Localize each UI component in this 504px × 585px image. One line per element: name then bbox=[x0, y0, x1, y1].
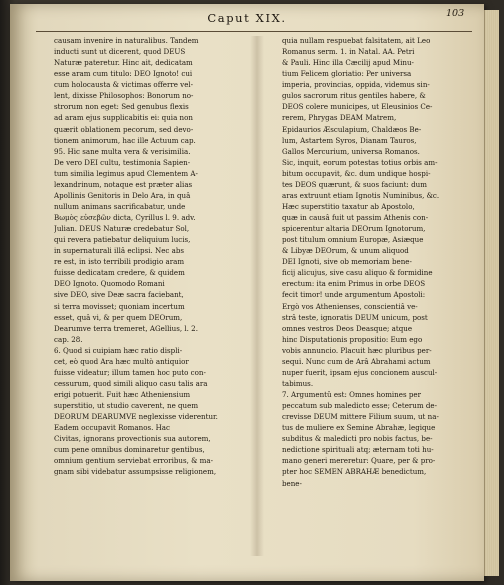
text-line: quæ in causâ fuit ut passim Athenis con- bbox=[282, 213, 429, 222]
text-line: nedictione spirituali atq; æternam toti hu- bbox=[282, 445, 434, 455]
text-line: gnam sibi videbatur assumpsisse religionem, bbox=[54, 467, 217, 477]
text-line: Julian. DEUS Naturæ credebatur Sol, bbox=[54, 224, 190, 234]
right-column bbox=[282, 35, 466, 489]
text-line: strâ teste, ignoratis DEUM unicum, post bbox=[282, 312, 428, 322]
text-line: Apollinis Genitoris in Delo Ara, in quâ bbox=[54, 190, 191, 200]
text-line: & Libyæ DEOrum, & unum aliquod bbox=[282, 246, 409, 256]
text-line: lum, Astartem Syros, Dianam Tauros, bbox=[282, 135, 417, 145]
text-line: 95. Hic sane multa vera & verisimilia. bbox=[54, 146, 191, 156]
text-line: nuper fuerit, ipsam ejus concionem auscul- bbox=[282, 367, 438, 377]
text-line: Eadem occupavit Romanos. Hac bbox=[54, 423, 171, 433]
text-line: esset, quâ vi, & per quem DEOrum, bbox=[54, 312, 183, 322]
text-line: quia nullam respuebat falsitatem, ait Leo bbox=[282, 36, 431, 45]
text-line: tionem animorum, hac ille Actuum cap. bbox=[54, 135, 196, 145]
text-line: De vero DEI cultu, testimonia Sapien- bbox=[54, 157, 191, 167]
text-line: erectum: ita enim Primus in orbe DEOS bbox=[282, 279, 426, 289]
text-line: fecit timor! unde argumentum Apostoli: bbox=[282, 290, 426, 300]
text-line: causam invenire in naturalibus. Tandem bbox=[54, 36, 199, 45]
text-line: tum similia legimus apud Clementem A- bbox=[54, 168, 198, 178]
text-line: 6. Quod si cuipiam hæc ratio displi- bbox=[54, 345, 183, 355]
text-line: ficij alicujus, sive casu aliquo & formidine bbox=[282, 268, 433, 278]
chapter-title: Caput XIX. bbox=[207, 11, 287, 25]
text-line: lexandrinum, notaque est præter alias bbox=[54, 179, 193, 189]
page-edges bbox=[484, 10, 499, 576]
text-line: subditus & maledicti pro nobis factus, be- bbox=[282, 434, 433, 444]
text-line: fuisse videatur; illum tamen hoc puto con- bbox=[54, 367, 206, 377]
text-line: superstitio, ut studio caverent, ne quem bbox=[54, 401, 199, 411]
text-line: si terra movisset; quoniam incertum bbox=[54, 301, 185, 311]
text-line: in supernaturali illâ eclipsi. Nec abs bbox=[54, 246, 185, 256]
text-line: vobis annuncio. Placuit hæc pluribus per- bbox=[282, 345, 432, 355]
header-rule bbox=[36, 31, 472, 32]
text-line: hinc Disputationis propositio: Eum ego bbox=[282, 334, 423, 344]
column-gutter bbox=[250, 36, 264, 556]
text-line: Βωμὸς εὐσεβῶν dicta, Cyrillus l. 9. adv. bbox=[54, 213, 196, 222]
text-line: esse aram cum titulo: DEO Ignoto! cui bbox=[54, 69, 193, 79]
text-line: 7. Argumentû est: Omnes homines per bbox=[282, 390, 421, 399]
text-line: tus de muliere ex Semine Abrahæ, legique bbox=[282, 423, 436, 433]
text-line: DEOS colere municipes, ut Eleusinios Ce- bbox=[282, 102, 433, 112]
text-line: & Pauli. Hinc illa Cæcilij apud Minu- bbox=[282, 58, 414, 68]
text-line: Hæc superstitio taxatur ab Apostolo, bbox=[282, 201, 415, 211]
text-line: sive DEO, sive Deæ sacra faciebant, bbox=[54, 290, 184, 300]
text-line: bene- bbox=[282, 478, 302, 488]
text-line: lent, dixisse Philosophos: Bonorum no- bbox=[54, 91, 194, 101]
text-line: cessurum, quod simili aliquo casu talis ara bbox=[54, 378, 208, 388]
text-line: aras extruunt etiam Ignotis Numinibus, &c. bbox=[282, 190, 440, 200]
text-line: fuisse dedicatam credere, & quidem bbox=[54, 268, 185, 278]
text-line: Naturæ pateretur. Hinc ait, dedicatam bbox=[54, 58, 193, 68]
text-line: erigi potuerit. Fuit hæc Atheniensium bbox=[54, 390, 191, 399]
text-line: cum pene omnibus dominaretur gentibus, bbox=[54, 445, 205, 455]
text-line: sequi. Nunc cum de Arâ Abrahami actum bbox=[282, 356, 431, 366]
text-line: mano generi mereretur: Quare, per & pro- bbox=[282, 456, 436, 466]
text-line: DEO Ignoto. Quomodo Romani bbox=[54, 279, 165, 289]
text-line: rerem, Phrygas DEAM Matrem, bbox=[282, 113, 397, 123]
page-number: 103 bbox=[446, 8, 465, 19]
text-line: Civitas, ignorans provectionis sua autorem, bbox=[54, 434, 211, 444]
text-line: inducti sunt ut dicerent, quod DEUS bbox=[54, 47, 186, 57]
text-line: tabimus. bbox=[282, 378, 314, 388]
text-line: cap. 28. bbox=[54, 334, 83, 344]
text-line: imperia, provincias, oppida, videmus sin- bbox=[282, 80, 430, 90]
text-line: nullum animans sacrificabatur, unde bbox=[54, 201, 186, 211]
text-line: Dearumve terra tremeret, AGellius, l. 2. bbox=[54, 323, 198, 333]
text-line: cum holocausta & victimas offerre vel- bbox=[54, 80, 194, 90]
text-line: omnium gentium serviebat erroribus, & ma- bbox=[54, 456, 214, 466]
text-line: quærit oblationem pecorum, sed devo- bbox=[54, 124, 194, 134]
text-line: DEORUM DEARUMVE neglexisse viderentur. bbox=[54, 412, 218, 422]
text-line: ad aram ejus supplicabitis ei: quia non bbox=[54, 113, 193, 123]
text-line: peccatum sub maledicto esse; Ceterum de- bbox=[282, 401, 437, 411]
text-line: DEI Ignoti, sive ob memoriam bene- bbox=[282, 257, 412, 267]
text-line: crevisse DEUM mittere Filium suum, ut na- bbox=[282, 412, 439, 422]
running-header bbox=[10, 8, 484, 28]
text-line: re est, in isto terribili prodigio aram bbox=[54, 257, 185, 267]
text-line: bitum occupavit, &c. dum undique hospi- bbox=[282, 168, 431, 178]
text-line: tes DEOS quærunt, & suos faciunt: dum bbox=[282, 179, 427, 189]
text-line: post titulum omnium Europæ, Asiæque bbox=[282, 235, 424, 245]
left-column bbox=[54, 35, 234, 478]
text-line: omnes vestros Deos Deasque; atque bbox=[282, 323, 413, 333]
text-line: Ergò vos Athenienses, conscientiâ ve- bbox=[282, 301, 418, 311]
text-line: Epidaurios Æsculapium, Chaldæos Be- bbox=[282, 124, 422, 134]
text-line: spicerentur altaria DEOrum Ignotorum, bbox=[282, 224, 426, 234]
text-line: Romanus serm. 1. in Natal. AA. Petri bbox=[282, 47, 415, 57]
text-line: strorum non eget: Sed genubus flexis bbox=[54, 102, 189, 112]
text-line: Gallos Mercurium, universa Romanos. bbox=[282, 146, 420, 156]
text-line: tium Felicem gloriatio: Per universa bbox=[282, 69, 412, 79]
text-line: pter hoc SEMEN ABRAHÆ benedictum, bbox=[282, 467, 427, 477]
text-line: cet, eò quod Ara hæc multò antiquior bbox=[54, 356, 189, 366]
text-line: qui revera patiebatur deliquium lucis, bbox=[54, 235, 191, 245]
text-line: gulos sacrorum ritus gentiles habere, & bbox=[282, 91, 426, 101]
text-line: Sic, inquit, eorum potestas totius orbis am- bbox=[282, 157, 438, 167]
